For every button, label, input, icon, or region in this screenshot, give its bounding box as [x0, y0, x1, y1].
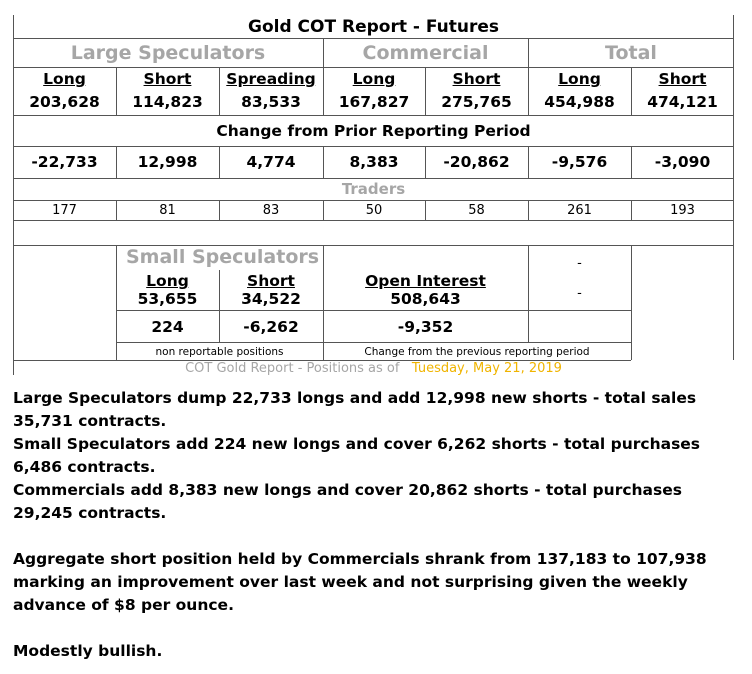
traders-large-spreading: 83 — [262, 203, 280, 218]
small-long-value: 53,655 — [137, 290, 198, 308]
change-large-long: -22,733 — [31, 153, 98, 171]
commentary-aggregate-short: Aggregate short position held by Commercials shrank from 137,183 to 107,938 marking an improvement over last week and not surprising given the weekly advance of $8 per ounce. — [13, 550, 707, 614]
commentary-small-speculators: Small Speculators add 224 new longs and cover 6,262 shorts - total purchases 6,486 contracts. — [13, 435, 701, 476]
traders-label: Traders — [341, 180, 406, 198]
dash-marker-2: - — [577, 286, 582, 301]
traders-total-long: 261 — [567, 203, 592, 218]
change-total-long: -9,576 — [551, 153, 608, 171]
small-speculators-label: Small Speculators — [126, 246, 320, 268]
commentary-spacer-2 — [13, 617, 738, 640]
group-commercial: Commercial — [362, 42, 489, 64]
change-large-short: 12,998 — [137, 153, 198, 171]
small-long-header: Long — [146, 272, 189, 290]
position-large-spreading: 83,533 — [241, 93, 301, 111]
change-section-label: Change from Prior Reporting Period — [216, 122, 531, 140]
header-total-short: Short — [658, 70, 707, 88]
header-commercial-short: Short — [452, 70, 501, 88]
change-commercial-long: 8,383 — [349, 153, 399, 171]
commentary-large-speculators: Large Speculators dump 22,733 longs and add 12,998 new shorts - total sales 35,731 contracts. — [13, 389, 697, 430]
traders-large-short: 81 — [159, 203, 176, 218]
position-commercial-long: 167,827 — [338, 93, 410, 111]
position-large-long: 203,628 — [29, 93, 100, 111]
header-large-long: Long — [43, 70, 86, 88]
cot-table — [13, 15, 734, 375]
small-speculators-note: non reportable positions — [155, 346, 284, 358]
position-commercial-short: 275,765 — [441, 93, 512, 111]
open-interest-note: Change from the previous reporting period — [364, 346, 590, 358]
open-interest-value: 508,643 — [390, 290, 461, 308]
commentary-spacer-1 — [13, 525, 738, 548]
traders-commercial-short: 58 — [468, 203, 485, 218]
header-total-long: Long — [558, 70, 601, 88]
position-total-short: 474,121 — [647, 93, 718, 111]
header-large-short: Short — [143, 70, 192, 88]
traders-total-short: 193 — [670, 203, 695, 218]
group-large-speculators: Large Speculators — [70, 42, 266, 64]
header-commercial-long: Long — [352, 70, 396, 88]
open-interest-label: Open Interest — [365, 272, 486, 290]
change-large-spreading: 4,774 — [246, 153, 296, 171]
change-commercial-short: -20,862 — [443, 153, 510, 171]
commentary-conclusion: Modestly bullish. — [13, 642, 163, 660]
footer-date: Tuesday, May 21, 2019 — [411, 361, 562, 376]
change-total-short: -3,090 — [654, 153, 711, 171]
small-short-value: 34,522 — [241, 290, 301, 308]
position-large-short: 114,823 — [132, 93, 203, 111]
small-long-change: 224 — [151, 318, 184, 336]
traders-commercial-long: 50 — [365, 203, 383, 218]
header-large-spreading: Spreading — [226, 70, 316, 88]
small-short-change: -6,262 — [243, 318, 299, 336]
commentary — [13, 387, 738, 663]
report-footer — [13, 362, 734, 375]
open-interest-change: -9,352 — [397, 318, 454, 336]
commentary-commercials: Commercials add 8,383 new longs and cover 20,862 shorts - total purchases 29,245 contracts. — [13, 481, 682, 522]
dash-marker-1: - — [577, 256, 582, 271]
group-total: Total — [605, 42, 657, 64]
traders-large-long: 177 — [52, 203, 77, 218]
small-short-header: Short — [247, 272, 295, 290]
report-title: Gold COT Report - Futures — [248, 17, 499, 37]
footer-prefix: COT Gold Report - Positions as of — [185, 361, 400, 376]
position-total-long: 454,988 — [544, 93, 615, 111]
